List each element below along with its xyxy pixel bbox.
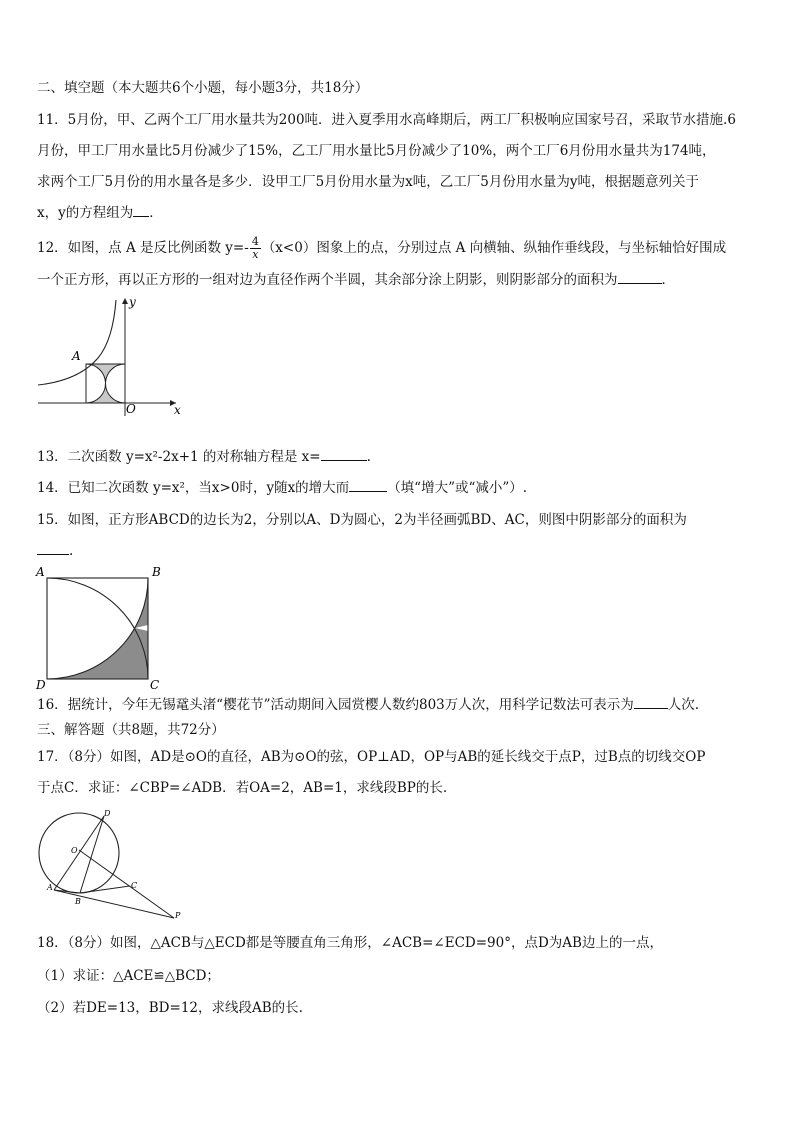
q17-line-DB bbox=[80, 816, 104, 893]
q14-suffix: （填“增大”或“减小”）. bbox=[387, 480, 528, 496]
q15-label-A: A bbox=[36, 565, 45, 579]
q17-label-D: D bbox=[104, 809, 111, 818]
q11-line-1: 11．5月份，甲、乙两个工厂用水量共为200吨．进入夏季用水高峰期后，两工厂积极响应国家号召，采取节水措施.6 bbox=[37, 112, 736, 128]
q15-label-D: D bbox=[36, 678, 46, 690]
q17-label-B: B bbox=[75, 897, 81, 906]
q17-label-C: C bbox=[131, 881, 138, 890]
q12-fraction-numerator: 4 bbox=[251, 235, 259, 248]
q12-label-y: y bbox=[129, 295, 136, 309]
q11-line-4-prefix: x，y的方程组为 bbox=[37, 205, 134, 221]
q12-line-2-end: ． bbox=[661, 272, 675, 288]
q14-line bbox=[37, 478, 527, 498]
q17-line-AP bbox=[54, 890, 174, 918]
q12-figure bbox=[36, 292, 196, 420]
q15-answer-blank[interactable] bbox=[37, 541, 69, 555]
section-title-fill-in: 二、填空题（本大题共6个小题，每小题3分，共18分） bbox=[37, 80, 369, 96]
q13-prefix: 13．二次函数 y=x²-2x+1 的对称轴方程是 x= bbox=[37, 449, 321, 465]
q16-line bbox=[37, 695, 699, 715]
q13-answer-blank[interactable] bbox=[321, 447, 367, 461]
q12-label-x: x bbox=[174, 403, 181, 417]
q13-line bbox=[37, 447, 371, 467]
q11-line-4 bbox=[37, 203, 163, 223]
q12-line-2-text: 一个正方形，再以正方形的一组对边为直径作两个半圆，其余部分涂上阴影，则阴影部分的面积为 bbox=[37, 272, 618, 288]
q15-label-C: C bbox=[150, 678, 160, 690]
q15-label-B: B bbox=[152, 565, 161, 579]
q13-suffix: . bbox=[366, 449, 371, 465]
section-title-solutions: 三、解答题（共8题，共72分） bbox=[37, 722, 225, 738]
q11-line-3: 求两个工厂5月份的用水量各是多少．设甲工厂5月份用水量为x吨，乙工厂5月份用水量为y吨，根据题意列关于 bbox=[37, 174, 700, 190]
q17-diameter-AD bbox=[54, 816, 104, 890]
q12-suffix: （x<0）图象上的点，分别过点 A 向横轴、纵轴作垂线段，与坐标轴恰好围成 bbox=[261, 240, 727, 256]
q15-line-1: 15．如图，正方形ABCD的边长为2，分别以A、D为圆心，2为半径画弧BD、AC，则图中阴影部分的面积为 bbox=[37, 512, 687, 528]
q12-prefix: 12．如图，点 A 是反比例函数 y=- bbox=[37, 240, 249, 256]
q16-suffix: 人次. bbox=[667, 697, 700, 713]
q11-line-2: 月份，甲工厂用水量比5月份减少了15%，乙工厂用水量比5月份减少了10%，两个工厂6月份用水量共为174吨， bbox=[37, 143, 716, 159]
q11-line-4-suffix: ． bbox=[149, 205, 163, 221]
q14-answer-blank[interactable] bbox=[349, 478, 387, 492]
q17-figure bbox=[34, 808, 184, 920]
q18-line-1: 18．（8分）如图，△ACB与△ECD都是等腰直角三角形，∠ACB=∠ECD=90°，点D为AB边上的一点， bbox=[37, 935, 663, 951]
q17-line-1: 17．（8分）如图，AD是⊙O的直径，AB为⊙O的弦，OP⊥AD，OP与AB的延长线交于点P，过B点的切线交OP bbox=[37, 749, 706, 765]
q17-label-O: O bbox=[71, 846, 78, 855]
q15-shaded-bottom bbox=[47, 628, 148, 679]
q12-line-2 bbox=[37, 270, 675, 290]
q15-figure bbox=[34, 565, 169, 690]
q14-prefix: 14．已知二次函数 y=x²，当x>0时，y随x的增大而 bbox=[37, 480, 350, 496]
q12-line-1 bbox=[37, 236, 726, 261]
q11-answer-blank[interactable] bbox=[133, 203, 149, 217]
q12-fraction-denominator: x bbox=[252, 248, 259, 261]
q18-line-3: （2）若DE=13，BD=12，求线段AB的长. bbox=[37, 1000, 303, 1016]
q12-answer-blank[interactable] bbox=[618, 270, 662, 284]
q17-line-2: 于点C．求证：∠CBP=∠ADB．若OA=2，AB=1，求线段BP的长. bbox=[37, 780, 448, 796]
q12-fraction bbox=[250, 236, 261, 261]
q17-label-P: P bbox=[175, 911, 181, 920]
q17-label-A: A bbox=[47, 883, 53, 892]
q15-line-2-suffix: . bbox=[69, 543, 74, 559]
q17-line-OP bbox=[79, 850, 174, 918]
q16-prefix: 16．据统计，今年无锡鼋头渚“樱花节”活动期间入园赏樱人数约803万人次，用科学记数法可表示为 bbox=[37, 697, 634, 713]
q18-line-2: （1）求证：△ACE≌△BCD； bbox=[37, 968, 220, 984]
q17-tangent-BC bbox=[80, 886, 130, 893]
q15-line-2 bbox=[37, 541, 73, 561]
q16-answer-blank[interactable] bbox=[634, 695, 668, 709]
q12-y-arrow bbox=[122, 298, 128, 304]
q12-label-O: O bbox=[126, 402, 136, 416]
q12-label-A: A bbox=[72, 349, 81, 363]
